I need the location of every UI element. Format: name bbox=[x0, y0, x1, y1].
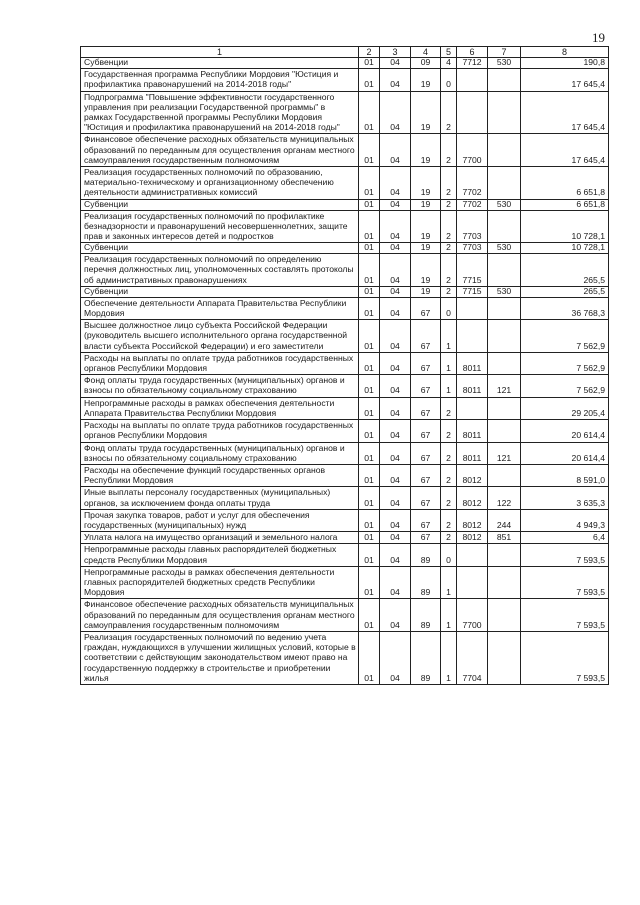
row-code-5: 1 bbox=[441, 599, 457, 632]
row-name: Фонд оплаты труда государственных (муниципальных) органов и взносы по обязательному социальному страхованию bbox=[81, 375, 359, 397]
row-code-2: 01 bbox=[359, 352, 380, 374]
row-code-5: 2 bbox=[441, 91, 457, 134]
row-code-7: 530 bbox=[488, 58, 521, 69]
row-name: Расходы на выплаты по оплате труда работников государственных органов Республики Мордовия bbox=[81, 352, 359, 374]
row-code-4: 19 bbox=[411, 167, 441, 200]
row-name: Реализация государственных полномочий по профилактике безнадзорности и правонарушений несовершеннолетних, защите прав и законных интересов детей и подростков bbox=[81, 210, 359, 243]
row-code-6 bbox=[457, 297, 488, 319]
row-code-2: 01 bbox=[359, 544, 380, 566]
table-body bbox=[81, 58, 609, 685]
row-code-3: 04 bbox=[380, 397, 411, 419]
row-code-4: 67 bbox=[411, 532, 441, 544]
row-code-5: 0 bbox=[441, 544, 457, 566]
header-col-5: 5 bbox=[441, 47, 457, 58]
row-amount: 17 645,4 bbox=[521, 134, 609, 167]
row-code-6: 8012 bbox=[457, 487, 488, 509]
row-code-3: 04 bbox=[380, 566, 411, 599]
row-code-6: 7702 bbox=[457, 167, 488, 200]
row-name: Уплата налога на имущество организаций и земельного налога bbox=[81, 532, 359, 544]
row-code-3: 04 bbox=[380, 599, 411, 632]
table-row bbox=[81, 91, 609, 134]
row-code-4: 19 bbox=[411, 243, 441, 254]
row-code-6: 7715 bbox=[457, 286, 488, 297]
row-code-6 bbox=[457, 320, 488, 353]
table-row bbox=[81, 199, 609, 210]
row-code-4: 89 bbox=[411, 631, 441, 684]
row-amount: 6 651,8 bbox=[521, 167, 609, 200]
table-row bbox=[81, 397, 609, 419]
row-amount: 3 635,3 bbox=[521, 487, 609, 509]
row-code-6: 8011 bbox=[457, 375, 488, 397]
row-code-6: 8012 bbox=[457, 532, 488, 544]
row-amount: 4 949,3 bbox=[521, 509, 609, 531]
row-code-5: 2 bbox=[441, 210, 457, 243]
row-code-6: 7715 bbox=[457, 254, 488, 287]
row-name: Непрограммные расходы в рамках обеспечения деятельности главных распорядителей бюджетных средств Республики Мордовия bbox=[81, 566, 359, 599]
row-amount: 8 591,0 bbox=[521, 464, 609, 486]
row-code-7 bbox=[488, 544, 521, 566]
row-code-3: 04 bbox=[380, 199, 411, 210]
row-code-3: 04 bbox=[380, 420, 411, 442]
row-code-7 bbox=[488, 320, 521, 353]
row-code-6: 7704 bbox=[457, 631, 488, 684]
row-amount: 20 614,4 bbox=[521, 442, 609, 464]
row-amount: 7 593,5 bbox=[521, 566, 609, 599]
row-name: Реализация государственных полномочий по ведению учета граждан, нуждающихся в улучшении жилищных условий, которые в соответствии с действующим законодательством имеют право на государственную поддержку в строительстве и приобретении жилья bbox=[81, 631, 359, 684]
row-code-3: 04 bbox=[380, 544, 411, 566]
row-code-7: 121 bbox=[488, 375, 521, 397]
row-code-5: 2 bbox=[441, 167, 457, 200]
row-code-3: 04 bbox=[380, 631, 411, 684]
header-col-7: 7 bbox=[488, 47, 521, 58]
row-code-7 bbox=[488, 397, 521, 419]
row-amount: 265,5 bbox=[521, 286, 609, 297]
row-name: Фонд оплаты труда государственных (муниципальных) органов и взносы по обязательному социальному страхованию bbox=[81, 442, 359, 464]
row-code-7 bbox=[488, 464, 521, 486]
row-code-5: 0 bbox=[441, 297, 457, 319]
row-amount: 10 728,1 bbox=[521, 243, 609, 254]
table-row bbox=[81, 442, 609, 464]
row-code-6: 8011 bbox=[457, 420, 488, 442]
row-code-6: 7700 bbox=[457, 134, 488, 167]
row-code-4: 89 bbox=[411, 599, 441, 632]
row-code-7 bbox=[488, 566, 521, 599]
row-name: Непрограммные расходы главных распорядителей бюджетных средств Республики Мордовия bbox=[81, 544, 359, 566]
row-code-7: 244 bbox=[488, 509, 521, 531]
row-code-4: 19 bbox=[411, 286, 441, 297]
row-code-5: 2 bbox=[441, 254, 457, 287]
table-row bbox=[81, 69, 609, 91]
row-amount: 17 645,4 bbox=[521, 69, 609, 91]
table-row bbox=[81, 210, 609, 243]
row-code-2: 01 bbox=[359, 199, 380, 210]
row-code-3: 04 bbox=[380, 320, 411, 353]
row-name: Государственная программа Республики Мордовия "Юстиция и профилактика правонарушений на 2014-2018 годы" bbox=[81, 69, 359, 91]
row-code-6: 7700 bbox=[457, 599, 488, 632]
row-code-3: 04 bbox=[380, 210, 411, 243]
row-amount: 6 651,8 bbox=[521, 199, 609, 210]
row-name: Обеспечение деятельности Аппарата Правительства Республики Мордовия bbox=[81, 297, 359, 319]
row-amount: 7 593,5 bbox=[521, 631, 609, 684]
row-code-7 bbox=[488, 420, 521, 442]
row-code-5: 2 bbox=[441, 134, 457, 167]
row-code-2: 01 bbox=[359, 210, 380, 243]
row-name: Иные выплаты персоналу государственных (муниципальных) органов, за исключением фонда оплаты труда bbox=[81, 487, 359, 509]
row-name: Субвенции bbox=[81, 58, 359, 69]
table-row bbox=[81, 532, 609, 544]
row-code-2: 01 bbox=[359, 464, 380, 486]
row-code-4: 09 bbox=[411, 58, 441, 69]
row-code-5: 2 bbox=[441, 487, 457, 509]
row-code-3: 04 bbox=[380, 352, 411, 374]
page-number: 19 bbox=[592, 30, 605, 45]
row-code-5: 2 bbox=[441, 442, 457, 464]
row-code-6: 7702 bbox=[457, 199, 488, 210]
row-code-4: 67 bbox=[411, 397, 441, 419]
row-code-5: 1 bbox=[441, 566, 457, 599]
row-code-2: 01 bbox=[359, 91, 380, 134]
row-code-3: 04 bbox=[380, 134, 411, 167]
row-code-5: 2 bbox=[441, 420, 457, 442]
row-code-5: 2 bbox=[441, 397, 457, 419]
row-code-4: 19 bbox=[411, 91, 441, 134]
row-code-3: 04 bbox=[380, 91, 411, 134]
row-name: Субвенции bbox=[81, 199, 359, 210]
row-code-2: 01 bbox=[359, 566, 380, 599]
row-amount: 7 562,9 bbox=[521, 375, 609, 397]
row-code-5: 1 bbox=[441, 352, 457, 374]
row-code-4: 67 bbox=[411, 487, 441, 509]
row-code-2: 01 bbox=[359, 286, 380, 297]
row-code-7 bbox=[488, 352, 521, 374]
row-code-2: 01 bbox=[359, 532, 380, 544]
header-col-6: 6 bbox=[457, 47, 488, 58]
table-row bbox=[81, 243, 609, 254]
row-code-5: 4 bbox=[441, 58, 457, 69]
row-amount: 6,4 bbox=[521, 532, 609, 544]
row-code-2: 01 bbox=[359, 297, 380, 319]
row-code-7 bbox=[488, 134, 521, 167]
row-code-4: 19 bbox=[411, 199, 441, 210]
row-code-6 bbox=[457, 397, 488, 419]
header-row bbox=[81, 47, 609, 58]
row-code-6: 7703 bbox=[457, 210, 488, 243]
row-name: Прочая закупка товаров, работ и услуг для обеспечения государственных (муниципальных) нужд bbox=[81, 509, 359, 531]
row-name: Расходы на выплаты по оплате труда работников государственных органов Республики Мордовия bbox=[81, 420, 359, 442]
row-code-2: 01 bbox=[359, 167, 380, 200]
row-code-4: 67 bbox=[411, 509, 441, 531]
row-amount: 7 562,9 bbox=[521, 320, 609, 353]
table-row bbox=[81, 254, 609, 287]
table-row bbox=[81, 464, 609, 486]
row-code-7 bbox=[488, 297, 521, 319]
row-name: Реализация государственных полномочий по образованию, материально-техническому и организационному обеспечению деятельности административных комиссий bbox=[81, 167, 359, 200]
row-code-4: 19 bbox=[411, 254, 441, 287]
row-name: Финансовое обеспечение расходных обязательств муниципальных образований по переданным для осуществления органам местного самоуправления государственным полномочиям bbox=[81, 134, 359, 167]
row-code-4: 67 bbox=[411, 375, 441, 397]
row-code-6 bbox=[457, 69, 488, 91]
table-row bbox=[81, 297, 609, 319]
row-code-5: 2 bbox=[441, 464, 457, 486]
table-row bbox=[81, 599, 609, 632]
row-code-6: 8012 bbox=[457, 464, 488, 486]
row-amount: 20 614,4 bbox=[521, 420, 609, 442]
row-code-7 bbox=[488, 91, 521, 134]
row-code-2: 01 bbox=[359, 58, 380, 69]
row-code-2: 01 bbox=[359, 320, 380, 353]
row-code-7: 530 bbox=[488, 286, 521, 297]
row-code-5: 1 bbox=[441, 320, 457, 353]
row-code-5: 2 bbox=[441, 532, 457, 544]
row-code-5: 1 bbox=[441, 375, 457, 397]
row-amount: 36 768,3 bbox=[521, 297, 609, 319]
row-code-3: 04 bbox=[380, 69, 411, 91]
row-code-4: 19 bbox=[411, 69, 441, 91]
row-code-6 bbox=[457, 566, 488, 599]
row-code-2: 01 bbox=[359, 375, 380, 397]
row-code-4: 67 bbox=[411, 297, 441, 319]
row-code-2: 01 bbox=[359, 487, 380, 509]
row-code-4: 67 bbox=[411, 320, 441, 353]
row-code-2: 01 bbox=[359, 134, 380, 167]
row-code-7 bbox=[488, 631, 521, 684]
budget-table bbox=[80, 46, 609, 685]
row-code-6 bbox=[457, 91, 488, 134]
row-code-3: 04 bbox=[380, 297, 411, 319]
row-code-2: 01 bbox=[359, 599, 380, 632]
row-code-3: 04 bbox=[380, 509, 411, 531]
row-code-2: 01 bbox=[359, 243, 380, 254]
row-code-4: 89 bbox=[411, 544, 441, 566]
row-code-2: 01 bbox=[359, 509, 380, 531]
header-col-2: 2 bbox=[359, 47, 380, 58]
row-code-6 bbox=[457, 544, 488, 566]
row-code-7: 851 bbox=[488, 532, 521, 544]
row-name: Расходы на обеспечение функций государственных органов Республики Мордовия bbox=[81, 464, 359, 486]
row-code-3: 04 bbox=[380, 375, 411, 397]
row-name: Подпрограмма "Повышение эффективности государственного управления при реализации Государственной программы" в рамках Государственной программы Республики Мордовия "Юстиция и профилактика правонарушений на 2014-2018 годы" bbox=[81, 91, 359, 134]
row-code-4: 67 bbox=[411, 352, 441, 374]
row-code-3: 04 bbox=[380, 254, 411, 287]
row-amount: 29 205,4 bbox=[521, 397, 609, 419]
row-code-6: 8011 bbox=[457, 352, 488, 374]
row-code-7 bbox=[488, 210, 521, 243]
table-row bbox=[81, 134, 609, 167]
row-code-2: 01 bbox=[359, 254, 380, 287]
row-code-4: 19 bbox=[411, 210, 441, 243]
table-row bbox=[81, 352, 609, 374]
row-amount: 7 593,5 bbox=[521, 599, 609, 632]
row-code-5: 2 bbox=[441, 286, 457, 297]
row-code-2: 01 bbox=[359, 442, 380, 464]
table-row bbox=[81, 566, 609, 599]
row-code-7: 530 bbox=[488, 199, 521, 210]
row-name: Финансовое обеспечение расходных обязательств муниципальных образований по переданным для осуществления органам местного самоуправления государственным полномочиям bbox=[81, 599, 359, 632]
row-code-4: 67 bbox=[411, 420, 441, 442]
row-code-5: 2 bbox=[441, 199, 457, 210]
row-name: Непрограммные расходы в рамках обеспечения деятельности Аппарата Правительства Республики Мордовия bbox=[81, 397, 359, 419]
row-amount: 7 593,5 bbox=[521, 544, 609, 566]
row-code-2: 01 bbox=[359, 69, 380, 91]
row-code-7 bbox=[488, 599, 521, 632]
table-row bbox=[81, 631, 609, 684]
row-name: Высшее должностное лицо субъекта Российской Федерации (руководитель высшего исполнительного органа государственной власти субъекта Российской Федерации) и его заместители bbox=[81, 320, 359, 353]
row-code-7 bbox=[488, 69, 521, 91]
row-amount: 10 728,1 bbox=[521, 210, 609, 243]
row-code-7: 530 bbox=[488, 243, 521, 254]
row-name: Реализация государственных полномочий по определению перечня должностных лиц, уполномоченных составлять протоколы об административных правонарушениях bbox=[81, 254, 359, 287]
row-code-6: 7703 bbox=[457, 243, 488, 254]
table-row bbox=[81, 544, 609, 566]
row-code-6: 8012 bbox=[457, 509, 488, 531]
row-code-7: 121 bbox=[488, 442, 521, 464]
row-code-4: 67 bbox=[411, 464, 441, 486]
table-row bbox=[81, 320, 609, 353]
table-row bbox=[81, 58, 609, 69]
table-row bbox=[81, 286, 609, 297]
header-col-8: 8 bbox=[521, 47, 609, 58]
row-code-4: 89 bbox=[411, 566, 441, 599]
row-code-7 bbox=[488, 254, 521, 287]
row-name: Субвенции bbox=[81, 286, 359, 297]
row-amount: 17 645,4 bbox=[521, 91, 609, 134]
row-code-4: 67 bbox=[411, 442, 441, 464]
header-col-3: 3 bbox=[380, 47, 411, 58]
row-code-7: 122 bbox=[488, 487, 521, 509]
table-row bbox=[81, 420, 609, 442]
row-code-3: 04 bbox=[380, 286, 411, 297]
row-code-3: 04 bbox=[380, 532, 411, 544]
row-name: Субвенции bbox=[81, 243, 359, 254]
header-col-1: 1 bbox=[81, 47, 359, 58]
table-row bbox=[81, 375, 609, 397]
table-row bbox=[81, 487, 609, 509]
row-code-2: 01 bbox=[359, 420, 380, 442]
row-amount: 190,8 bbox=[521, 58, 609, 69]
row-code-3: 04 bbox=[380, 58, 411, 69]
row-code-3: 04 bbox=[380, 167, 411, 200]
row-code-5: 1 bbox=[441, 631, 457, 684]
header-col-4: 4 bbox=[411, 47, 441, 58]
row-amount: 7 562,9 bbox=[521, 352, 609, 374]
row-code-3: 04 bbox=[380, 487, 411, 509]
row-code-5: 0 bbox=[441, 69, 457, 91]
row-code-2: 01 bbox=[359, 397, 380, 419]
row-code-2: 01 bbox=[359, 631, 380, 684]
row-code-5: 2 bbox=[441, 509, 457, 531]
row-code-6: 8011 bbox=[457, 442, 488, 464]
row-code-3: 04 bbox=[380, 442, 411, 464]
table-row bbox=[81, 167, 609, 200]
row-code-3: 04 bbox=[380, 243, 411, 254]
row-code-7 bbox=[488, 167, 521, 200]
row-code-3: 04 bbox=[380, 464, 411, 486]
row-amount: 265,5 bbox=[521, 254, 609, 287]
row-code-6: 7712 bbox=[457, 58, 488, 69]
row-code-5: 2 bbox=[441, 243, 457, 254]
table-row bbox=[81, 509, 609, 531]
row-code-4: 19 bbox=[411, 134, 441, 167]
